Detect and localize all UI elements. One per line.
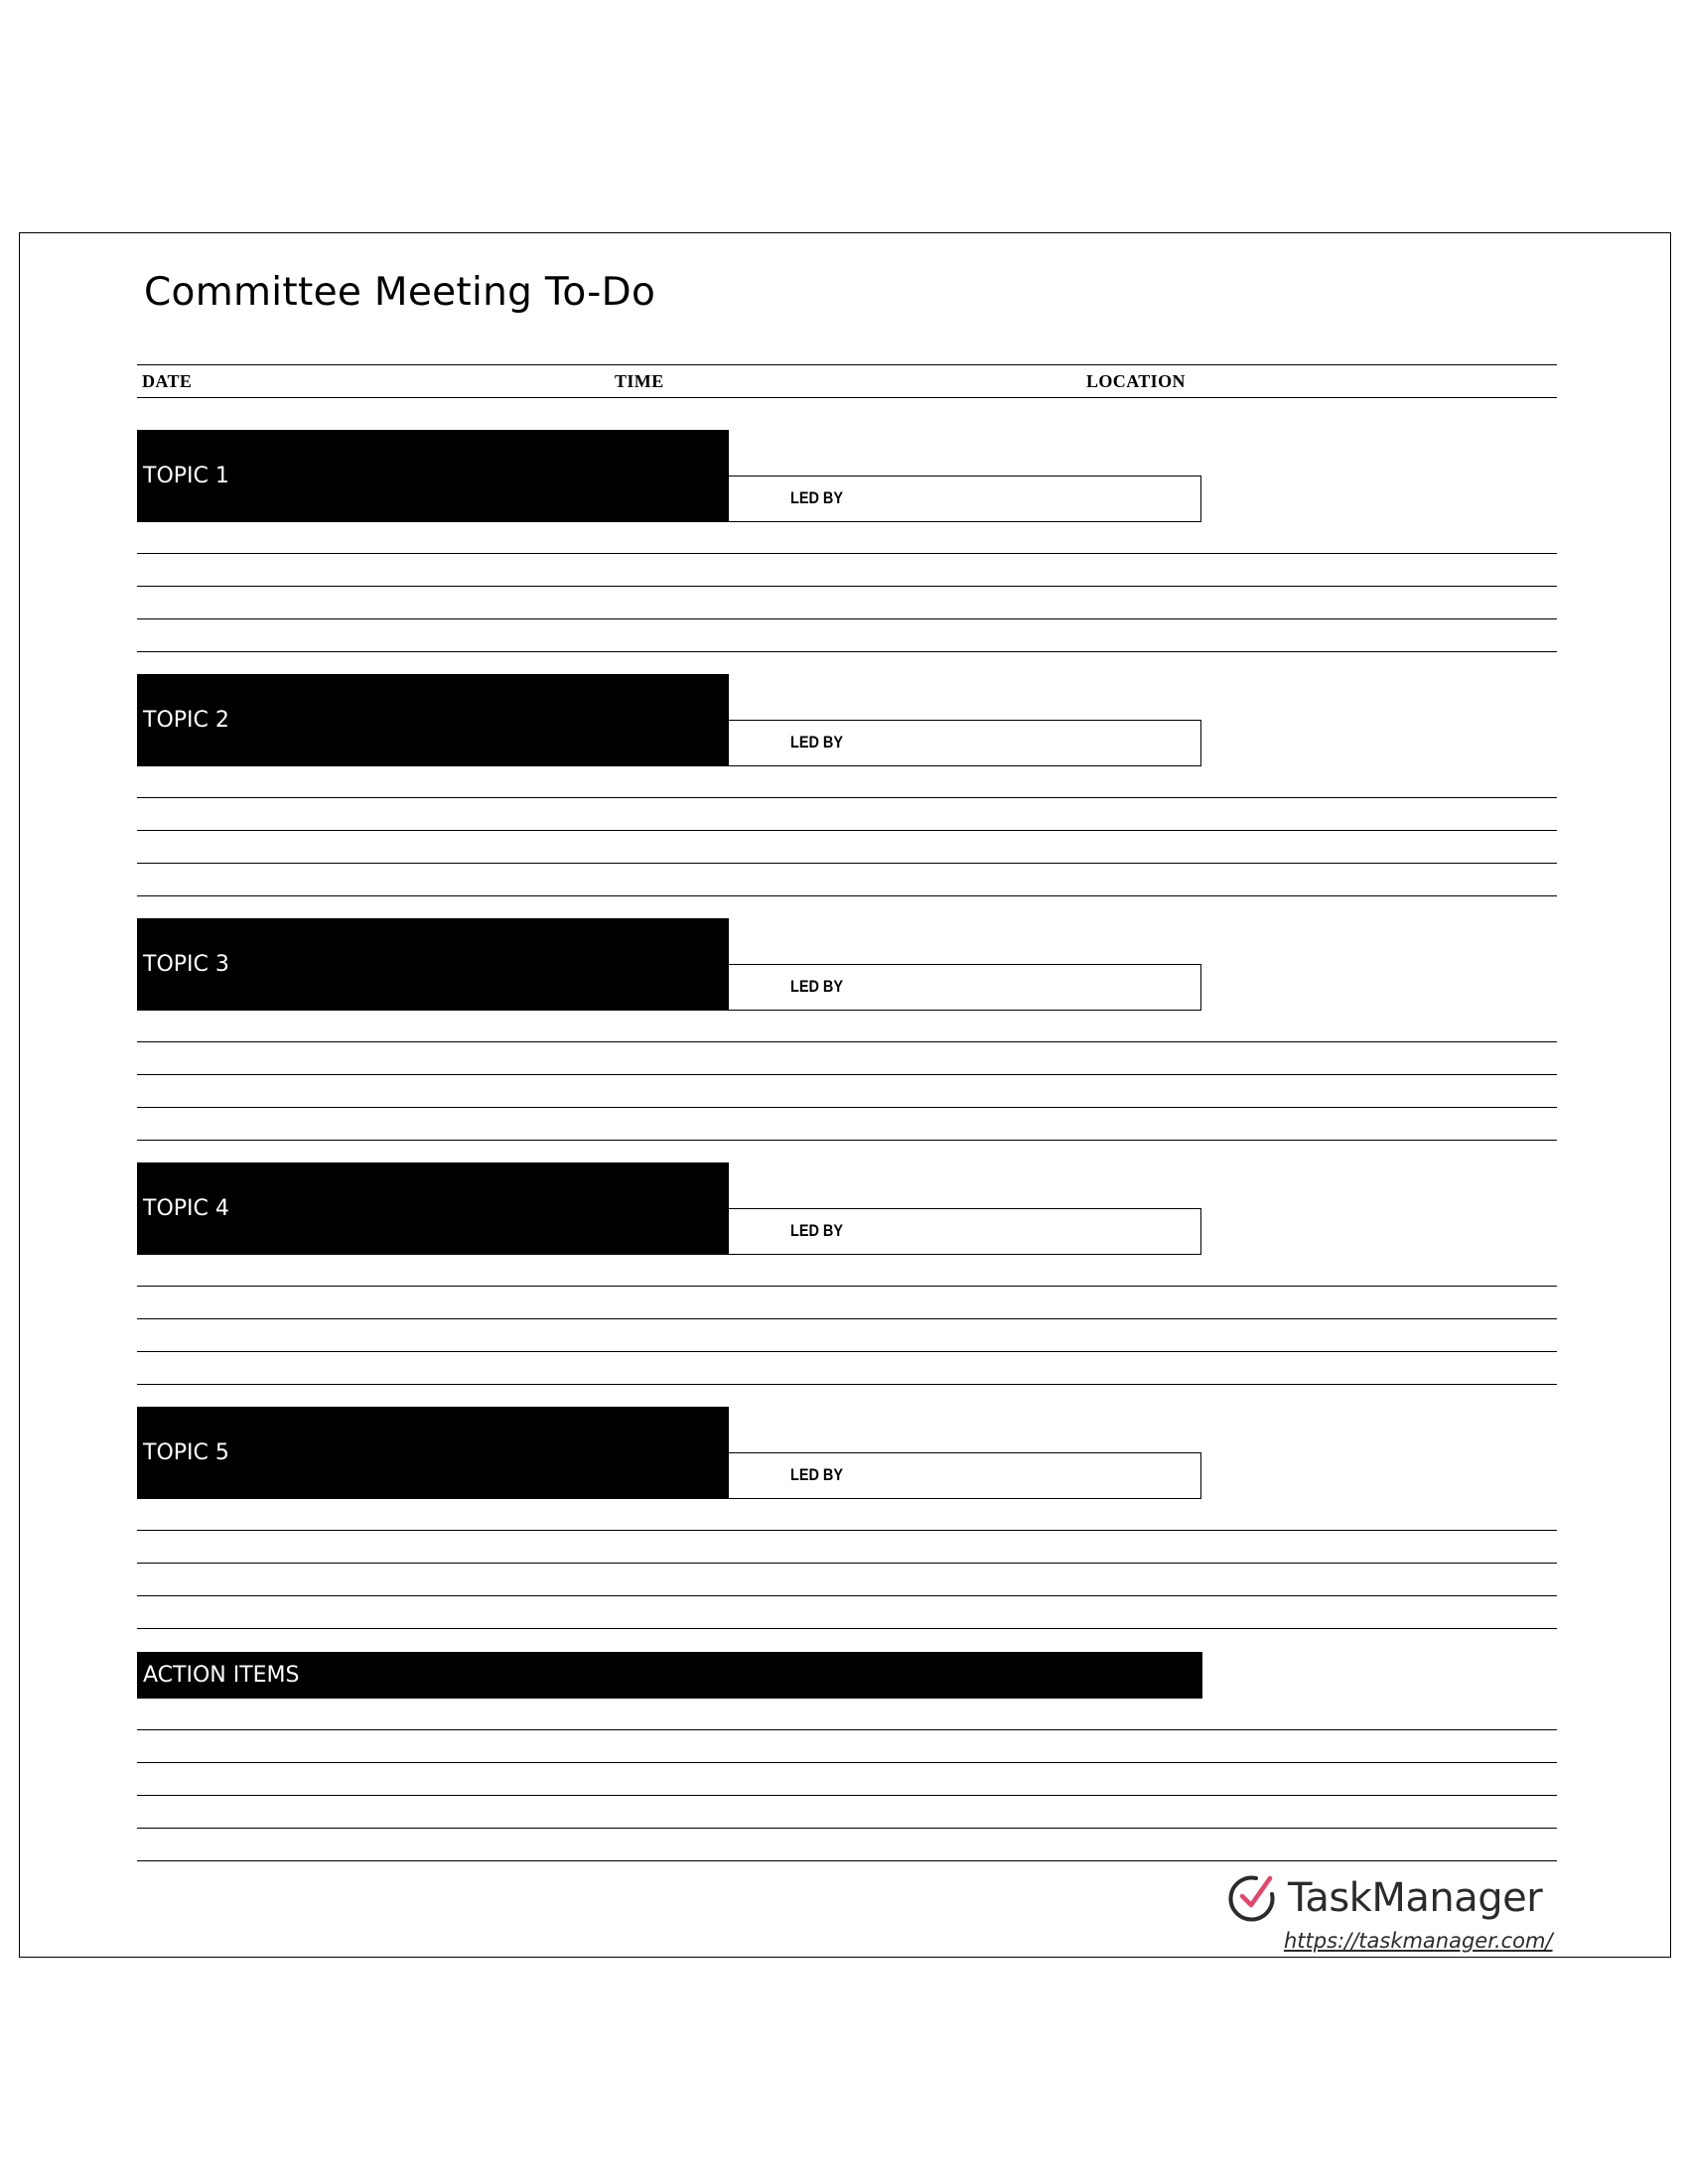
topic-3-led-by-field[interactable] <box>728 964 1201 1011</box>
check-circle-icon <box>1226 1872 1278 1924</box>
topic-2-note-line[interactable] <box>137 830 1557 831</box>
topic-1-note-line[interactable] <box>137 586 1557 587</box>
header-top-rule <box>137 364 1557 365</box>
topic-1-led-by-label: LED BY <box>790 488 843 507</box>
action-items-label: ACTION ITEMS <box>143 1663 300 1688</box>
page-title: Committee Meeting To-Do <box>144 270 656 315</box>
topic-5-note-line[interactable] <box>137 1563 1557 1564</box>
topic-5-note-line[interactable] <box>137 1628 1557 1629</box>
location-label: LOCATION <box>1086 371 1186 391</box>
topic-4-label: TOPIC 4 <box>143 1196 229 1221</box>
topic-3-note-line[interactable] <box>137 1041 1557 1042</box>
topic-5-header <box>137 1407 729 1499</box>
taskmanager-logo <box>1226 1872 1542 1924</box>
action-item-line[interactable] <box>137 1828 1557 1829</box>
topic-5-note-line[interactable] <box>137 1530 1557 1531</box>
topic-2-note-line[interactable] <box>137 863 1557 864</box>
topic-5-led-by-label: LED BY <box>790 1465 843 1484</box>
topic-2-led-by-field[interactable] <box>728 720 1201 766</box>
topic-4-led-by-label: LED BY <box>790 1221 843 1240</box>
topic-3-led-by-label: LED BY <box>790 977 843 996</box>
topic-3-header <box>137 918 729 1011</box>
topic-2-led-by-label: LED BY <box>790 733 843 751</box>
topic-4-note-line[interactable] <box>137 1318 1557 1319</box>
topic-1-led-by-field[interactable] <box>728 476 1201 522</box>
topic-4-note-line[interactable] <box>137 1384 1557 1385</box>
action-item-line[interactable] <box>137 1762 1557 1763</box>
action-items-header <box>137 1652 1202 1699</box>
topic-4-header <box>137 1162 729 1255</box>
date-label: DATE <box>142 371 193 391</box>
topic-2-note-line[interactable] <box>137 895 1557 896</box>
brand-name: TaskManager <box>1288 1875 1543 1921</box>
topic-4-note-line[interactable] <box>137 1286 1557 1287</box>
action-item-line[interactable] <box>137 1795 1557 1796</box>
topic-1-label: TOPIC 1 <box>143 464 229 488</box>
brand-url-link[interactable]: https://taskmanager.com/ <box>1284 1929 1553 1953</box>
topic-5-label: TOPIC 5 <box>143 1440 229 1465</box>
topic-3-label: TOPIC 3 <box>143 952 229 977</box>
topic-1-header <box>137 430 729 522</box>
header-bottom-rule <box>137 397 1557 398</box>
topic-3-note-line[interactable] <box>137 1107 1557 1108</box>
topic-4-led-by-field[interactable] <box>728 1208 1201 1255</box>
topic-2-header <box>137 674 729 766</box>
topic-5-led-by-field[interactable] <box>728 1452 1201 1499</box>
topic-1-note-line[interactable] <box>137 618 1557 619</box>
topic-4-note-line[interactable] <box>137 1351 1557 1352</box>
action-item-line[interactable] <box>137 1729 1557 1730</box>
action-item-line[interactable] <box>137 1860 1557 1861</box>
topic-3-note-line[interactable] <box>137 1074 1557 1075</box>
topic-2-label: TOPIC 2 <box>143 708 229 733</box>
topic-1-note-line[interactable] <box>137 553 1557 554</box>
topic-2-note-line[interactable] <box>137 797 1557 798</box>
topic-1-note-line[interactable] <box>137 651 1557 652</box>
topic-3-note-line[interactable] <box>137 1140 1557 1141</box>
time-label: TIME <box>615 371 664 391</box>
topic-5-note-line[interactable] <box>137 1595 1557 1596</box>
